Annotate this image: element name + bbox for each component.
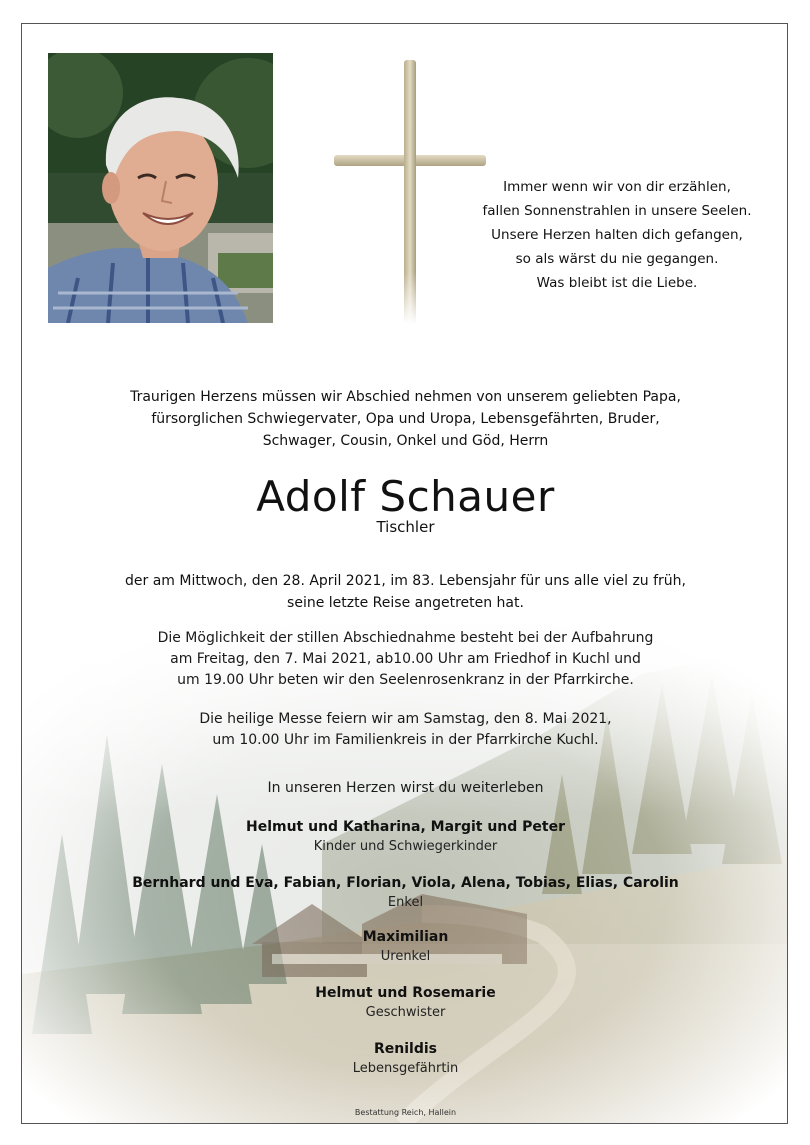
intro-line: Schwager, Cousin, Onkel und Göd, Herrn <box>262 433 549 449</box>
farewell-line: am Freitag, den 7. Mai 2021, ab10.00 Uhr am Friedhof in Kuchl und <box>170 651 641 667</box>
mourner-names: Bernhard und Eva, Fabian, Florian, Viola, Alena, Tobias, Elias, Carolin <box>132 875 679 891</box>
mourner-group <box>62 817 749 857</box>
poem-line: Unsere Herzen halten dich gefangen, <box>491 227 743 243</box>
poem-line: Was bleibt ist die Liebe. <box>536 275 698 291</box>
poem-line: fallen Sonnenstrahlen in unsere Seelen. <box>482 203 752 219</box>
mourner-group <box>62 873 749 913</box>
mass-info <box>62 709 749 751</box>
mourner-group <box>62 927 749 967</box>
mourner-group <box>62 1039 749 1079</box>
death-notice <box>62 570 749 614</box>
poem <box>462 175 772 295</box>
obituary-card <box>21 23 788 1124</box>
death-line: seine letzte Reise angetreten hat. <box>287 595 524 611</box>
portrait-photo <box>48 53 273 323</box>
mourner-names: Helmut und Rosemarie <box>315 985 496 1001</box>
poem-line: Immer wenn wir von dir erzählen, <box>503 179 731 195</box>
deceased-profession: Tischler <box>376 518 435 536</box>
mourner-group <box>62 983 749 1023</box>
intro-line: fürsorglichen Schwiegervater, Opa und Uropa, Lebensgefährten, Bruder, <box>151 411 660 427</box>
mass-line: Die heilige Messe feiern wir am Samstag, den 8. Mai 2021, <box>199 711 612 727</box>
intro-text <box>62 386 749 452</box>
mourner-relation: Urenkel <box>380 949 431 964</box>
mourner-names: Renildis <box>374 1041 437 1057</box>
funeral-home-footer: Bestattung Reich, Hallein <box>354 1108 457 1117</box>
mourner-names: Helmut und Katharina, Margit und Peter <box>245 819 566 835</box>
mass-line: um 10.00 Uhr im Familienkreis in der Pfarrkirche Kuchl. <box>212 732 599 748</box>
farewell-info <box>62 628 749 691</box>
death-line: der am Mittwoch, den 28. April 2021, im 83. Lebensjahr für uns alle viel zu früh, <box>125 573 686 589</box>
mourner-relation: Kinder und Schwiegerkinder <box>313 839 498 854</box>
mourner-relation: Geschwister <box>365 1005 446 1020</box>
poem-line: so als wärst du nie gegangen. <box>515 251 719 267</box>
mourner-names: Maximilian <box>362 929 449 945</box>
mourner-relation: Lebensgefährtin <box>352 1061 459 1076</box>
farewell-line: Die Möglichkeit der stillen Abschiednahme besteht bei der Aufbahrung <box>157 630 654 646</box>
mourner-relation: Enkel <box>387 895 424 910</box>
farewell-line: um 19.00 Uhr beten wir den Seelenrosenkranz in der Pfarrkirche. <box>177 672 634 688</box>
heart-line: In unseren Herzen wirst du weiterleben <box>267 780 544 796</box>
deceased-name: Adolf Schauer <box>256 472 555 521</box>
intro-line: Traurigen Herzens müssen wir Abschied nehmen von unserem geliebten Papa, <box>130 389 681 405</box>
